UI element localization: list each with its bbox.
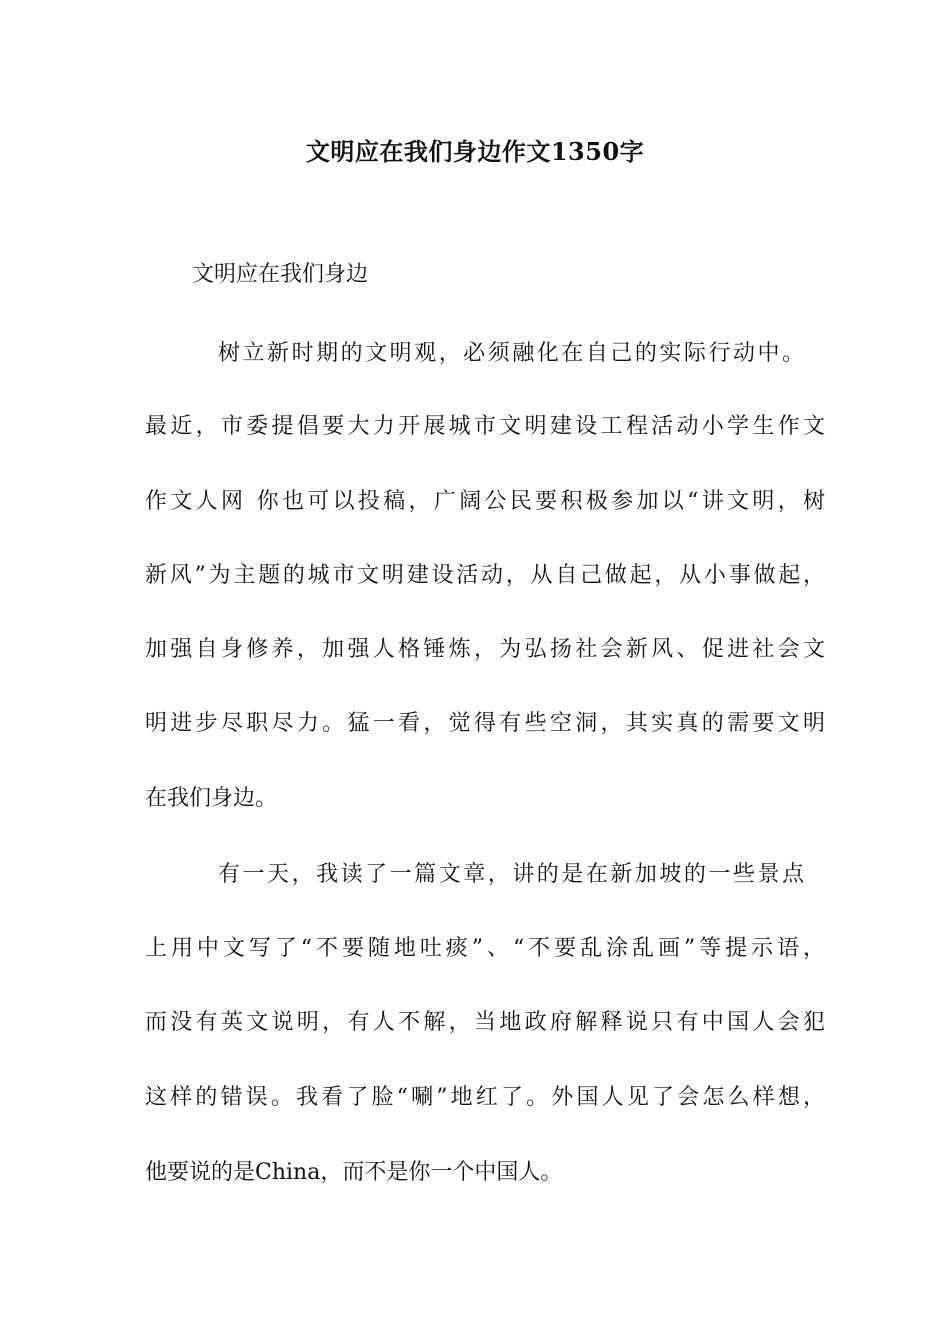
paragraph-1-line-5: 加强自身修养，加强人格锤炼，为弘扬社会新风、促进社会文 — [145, 637, 825, 662]
paragraph-2-line-5: 他要说的是China，而不是你一个中国人。 — [145, 1160, 563, 1185]
paragraph-1-line-3: 作文人网 你也可以投稿，广阔公民要积极参加以“讲文明，树 — [145, 489, 825, 514]
paragraph-1-line-2: 最近，市委提倡要大力开展城市文明建设工程活动小学生作文 — [145, 414, 825, 439]
paragraph-1-line-4: 新风”为主题的城市文明建设活动，从自己做起，从小事做起， — [145, 563, 825, 588]
paragraph-1-line-6: 明进步尽职尽力。猛一看，觉得有些空洞，其实真的需要文明 — [145, 711, 825, 736]
document-subheading: 文明应在我们身边 — [192, 262, 369, 287]
paragraph-2-line-3: 而没有英文说明，有人不解，当地政府解释说只有中国人会犯 — [145, 1010, 825, 1035]
document-title: 文明应在我们身边作文1350字 — [305, 137, 645, 166]
paragraph-1-line-1: 树立新时期的文明观，必须融化在自己的实际行动中。 — [218, 341, 804, 366]
paragraph-1-line-7: 在我们身边。 — [145, 786, 278, 811]
paragraph-2-line-2: 上用中文写了“不要随地吐痰”、“不要乱涂乱画”等提示语， — [145, 936, 825, 961]
paragraph-2-line-1: 有一天，我读了一篇文章，讲的是在新加坡的一些景点 — [218, 862, 804, 887]
paragraph-2-line-4: 这样的错误。我看了脸“唰”地红了。外国人见了会怎么样想， — [145, 1085, 825, 1110]
